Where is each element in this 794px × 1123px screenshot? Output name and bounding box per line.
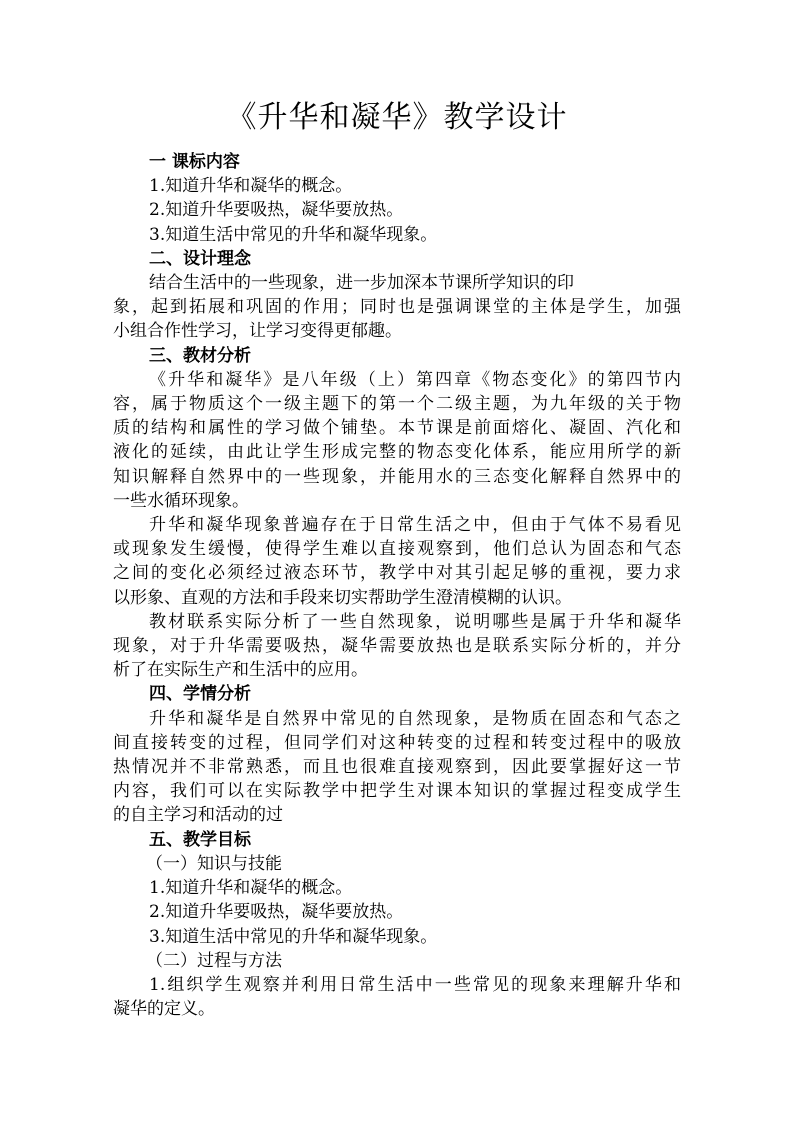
paragraph-line: 容，属于物质这个一级主题下的第一个二级主题，为九年级的关于物 <box>113 394 681 415</box>
list-item: 3.知道生活中常见的升华和凝华现象。 <box>149 926 438 947</box>
paragraph-line: 现象，对于升华需要吸热，凝华需要放热也是联系实际分析的，并分 <box>113 636 681 657</box>
list-item: 1.知道升华和凝华的概念。 <box>149 176 353 197</box>
paragraph-line: 《升华和凝华》是八年级（上）第四章《物态变化》的第四节内 <box>149 369 681 390</box>
paragraph-line: 升华和凝华是自然界中常见的自然现象，是物质在固态和气态之 <box>149 708 681 729</box>
paragraph-line: 液化的延续，由此让学生形成完整的物态变化体系，能应用所学的新 <box>113 442 681 463</box>
section-heading-materials: 三、教材分析 <box>149 345 251 366</box>
list-item: 2.知道升华要吸热，凝华要放热。 <box>149 902 404 923</box>
paragraph-line: 之间的变化必须经过液态环节，教学中对其引起足够的重视，要力求 <box>113 563 681 584</box>
paragraph-line: 一些水循环现象。 <box>113 490 249 511</box>
paragraph-line: 凝华的定义。 <box>113 999 215 1020</box>
paragraph-line: 以形象、直观的方法和手段来切实帮助学生澄清模糊的认识。 <box>113 587 572 608</box>
page-title: 《升华和凝华》教学设计 <box>226 100 568 135</box>
paragraph-line: 象，起到拓展和巩固的作用；同时也是强调课堂的主体是学生，加强 <box>113 297 681 318</box>
subheading-knowledge: （一）知识与技能 <box>146 853 282 874</box>
paragraph-line: 知识解释自然界中的一些现象，并能用水的三态变化解释自然界中的 <box>113 466 681 487</box>
paragraph-line: 1.组织学生观察并利用日常生活中一些常见的现象来理解升华和 <box>149 974 681 995</box>
paragraph-line: 或现象发生缓慢，使得学生难以直接观察到，他们总认为固态和气态 <box>113 539 681 560</box>
list-item: 3.知道生活中常见的升华和凝华现象。 <box>149 224 438 245</box>
paragraph-line: 间直接转变的过程，但同学们对这种转变的过程和转变过程中的吸放 <box>113 732 681 753</box>
paragraph-line: 析了在实际生产和生活中的应用。 <box>113 660 368 681</box>
section-heading-design: 二、设计理念 <box>149 248 251 269</box>
section-heading-standards: 一 课标内容 <box>149 152 240 172</box>
paragraph-line: 内容，我们可以在实际教学中把学生对课本知识的掌握过程变成学生 <box>113 781 681 802</box>
list-item: 2.知道升华要吸热，凝华要放热。 <box>149 200 404 221</box>
paragraph-line: 升华和凝华现象普遍存在于日常生活之中，但由于气体不易看见 <box>149 515 681 536</box>
paragraph-line: 教材联系实际分析了一些自然现象，说明哪些是属于升华和凝华 <box>149 611 681 632</box>
section-heading-students: 四、学情分析 <box>149 684 251 705</box>
subheading-process: （二）过程与方法 <box>146 950 282 971</box>
paragraph-line: 结合生活中的一些现象，进一步加深本节课所学知识的印 <box>149 273 574 294</box>
section-heading-objectives: 五、教学目标 <box>149 829 251 850</box>
paragraph-line: 质的结构和属性的学习做个铺垫。本节课是前面熔化、凝固、汽化和 <box>113 418 681 439</box>
document-body <box>113 150 681 1021</box>
list-item: 1.知道升华和凝华的概念。 <box>149 878 353 899</box>
paragraph-line: 的自主学习和活动的过 <box>113 805 283 826</box>
paragraph-line: 热情况并不非常熟悉，而且也很难直接观察到，因此要掌握好这一节 <box>113 757 681 778</box>
paragraph-line: 小组合作性学习，让学习变得更郁趣。 <box>113 321 402 342</box>
